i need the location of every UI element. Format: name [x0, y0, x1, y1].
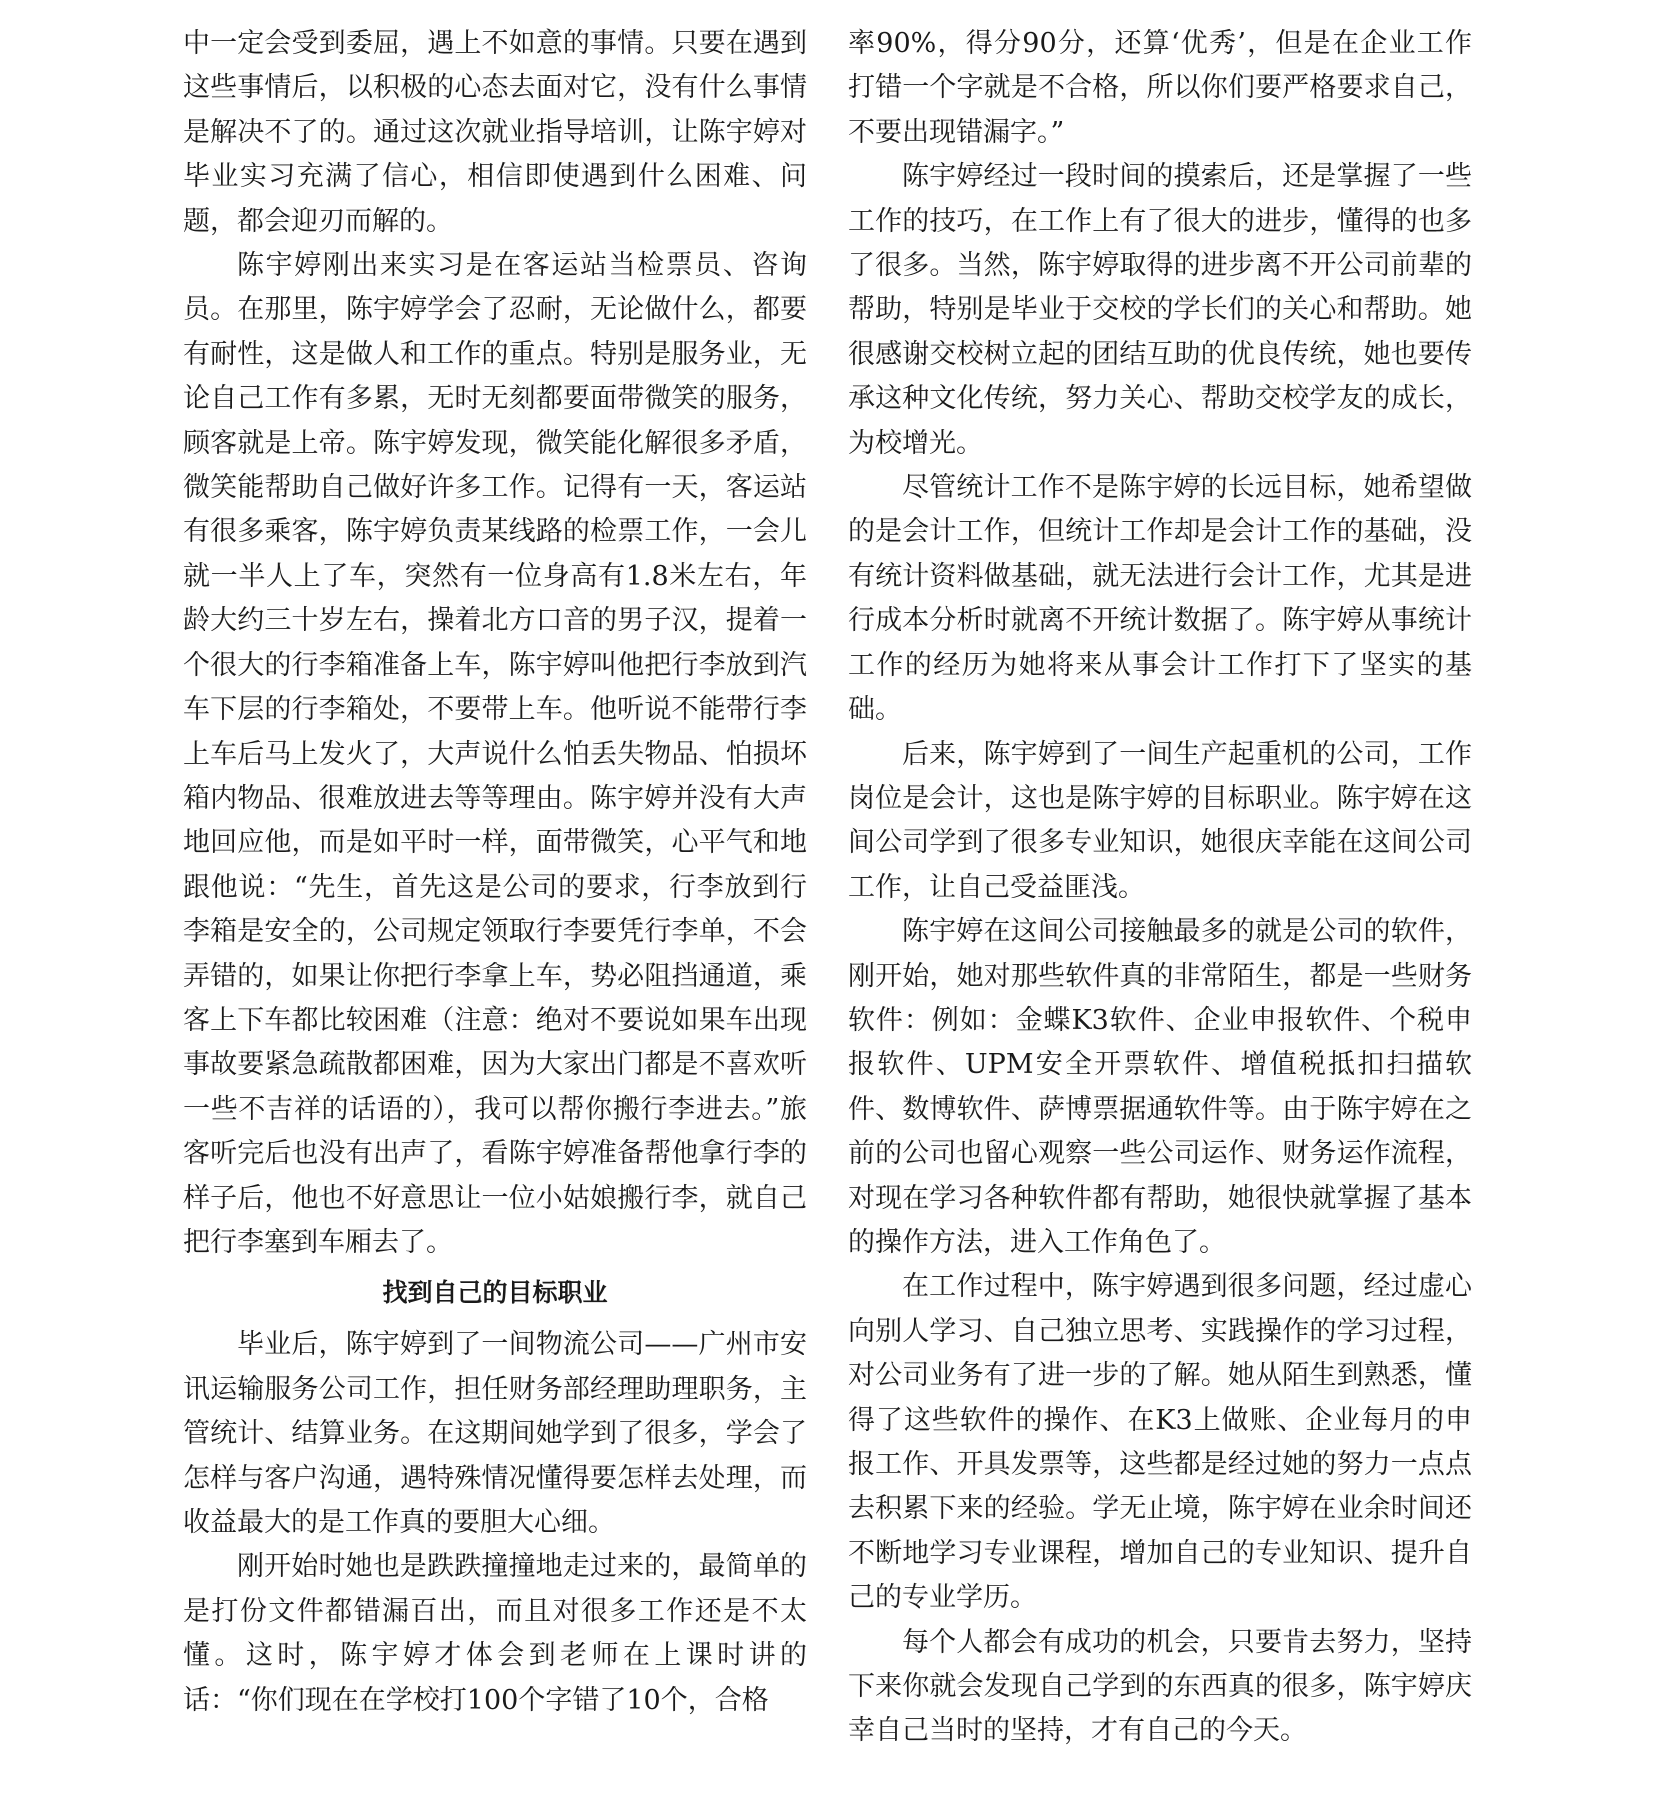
paragraph: 在工作过程中，陈宇婷遇到很多问题，经过虚心向别人学习、自己独立思考、实践操作的学习过程，对公司业务有了进一步的了解。她从陌生到熟悉，懂得了这些软件的操作、在K3上做账、企业每月的申报工作、开具发票等，这些都是经过她的努力一点点去积累下来的经验。学无止境，陈宇婷在业余时间还不断地学习专业课程，增加自己的专业知识、提升自己的专业学历。 — [848, 1271, 1472, 1614]
paragraph: 每个人都会有成功的机会，只要肯去努力，坚持下来你就会发现自己学到的东西真的很多，陈宇婷庆幸自己当时的坚持，才有自己的今天。 — [848, 1626, 1472, 1747]
paragraph: 尽管统计工作不是陈宇婷的长远目标，她希望做的是会计工作，但统计工作却是会计工作的基础，没有统计资料做基础，就无法进行会计工作，尤其是进行成本分析时就离不开统计数据了。陈宇婷从事统计工作的经历为她将来从事会计工作打下了坚实的基础。 — [848, 472, 1472, 726]
paragraph: 陈宇婷经过一段时间的摸索后，还是掌握了一些工作的技巧，在工作上有了很大的进步，懂得的也多了很多。当然，陈宇婷取得的进步离不开公司前辈的帮助，特别是毕业于交校的学长们的关心和帮助。她很感谢交校树立起的团结互助的优良传统，她也要传承这种文化传统，努力关心、帮助交校学友的成长，为校增光。 — [848, 161, 1472, 459]
paragraph: 中一定会受到委屈，遇上不如意的事情。只要在遇到这些事情后，以积极的心态去面对它，没有什么事情是解决不了的。通过这次就业指导培训，让陈宇婷对毕业实习充满了信心，相信即使遇到什么困难、问题，都会迎刃而解的。 — [183, 28, 807, 237]
paragraph: 陈宇婷刚出来实习是在客运站当检票员、咨询员。在那里，陈宇婷学会了忍耐，无论做什么，都要有耐性，这是做人和工作的重点。特别是服务业，无论自己工作有多累，无时无刻都要面带微笑的服务，顾客就是上帝。陈宇婷发现，微笑能化解很多矛盾，微笑能帮助自己做好许多工作。记得有一天，客运站有很多乘客，陈宇婷负责某线路的检票工作，一会儿就一半人上了车，突然有一位身高有1.8米左右，年龄大约三十岁左右，操着北方口音的男子汉，提着一个很大的行李箱准备上车，陈宇婷叫他把行李放到汽车下层的行李箱处，不要带上车。他听说不能带行李上车后马上发火了，大声说什么怕丢失物品、怕损坏箱内物品、很难放进去等等理由。陈宇婷并没有大声地回应他，而是如平时一样，面带微笑，心平气和地跟他说：“先生，首先这是公司的要求，行李放到行李箱是安全的，公司规定领取行李要凭行李单，不会弄错的，如果让你把行李拿上车，势必阻挡通道，乘客上下车都比较困难（注意：绝对不要说如果车出现事故要紧急疏散都困难，因为大家出门都是不喜欢听一些不吉祥的话语的），我可以帮你搬行李进去。”旅客听完后也没有出声了，看陈宇婷准备帮他拿行李的样子后，他也不好意思让一位小姑娘搬行李，就自己把行李塞到车厢去了。 — [183, 250, 807, 1258]
paragraph: 率90%，得分90分，还算‘优秀’，但是在企业工作打错一个字就是不合格，所以你们要严格要求自己，不要出现错漏字。” — [848, 28, 1472, 148]
paragraph: 刚开始时她也是跌跌撞撞地走过来的，最简单的是打份文件都错漏百出，而且对很多工作还是不太懂。这时，陈宇婷才体会到老师在上课时讲的话：“你们现在在学校打100个字错了10个，合格 — [183, 1551, 807, 1716]
paragraph: 后来，陈宇婷到了一间生产起重机的公司，工作岗位是会计，这也是陈宇婷的目标职业。陈宇婷在这间公司学到了很多专业知识，她很庆幸能在这间公司工作，让自己受益匪浅。 — [848, 738, 1472, 903]
paragraph: 陈宇婷在这间公司接触最多的就是公司的软件，刚开始，她对那些软件真的非常陌生，都是一些财务软件：例如：金蝶K3软件、企业申报软件、个税申报软件、UPM安全开票软件、增值税抵扣扫描软件、数博软件、萨博票据通软件等。由于陈宇婷在之前的公司也留心观察一些公司运作、财务运作流程，对现在学习各种软件都有帮助，她很快就掌握了基本的操作方法，进入工作角色了。 — [848, 916, 1472, 1258]
paragraph: 毕业后，陈宇婷到了一间物流公司——广州市安讯运输服务公司工作，担任财务部经理助理职务，主管统计、结算业务。在这期间她学到了很多，学会了怎样与客户沟通，遇特殊情况懂得要怎样去处理，而收益最大的是工作真的要胆大心细。 — [183, 1329, 807, 1538]
right-column — [848, 22, 1472, 1754]
section-heading: 找到自己的目标职业 — [382, 1278, 608, 1308]
left-column — [183, 22, 807, 1723]
